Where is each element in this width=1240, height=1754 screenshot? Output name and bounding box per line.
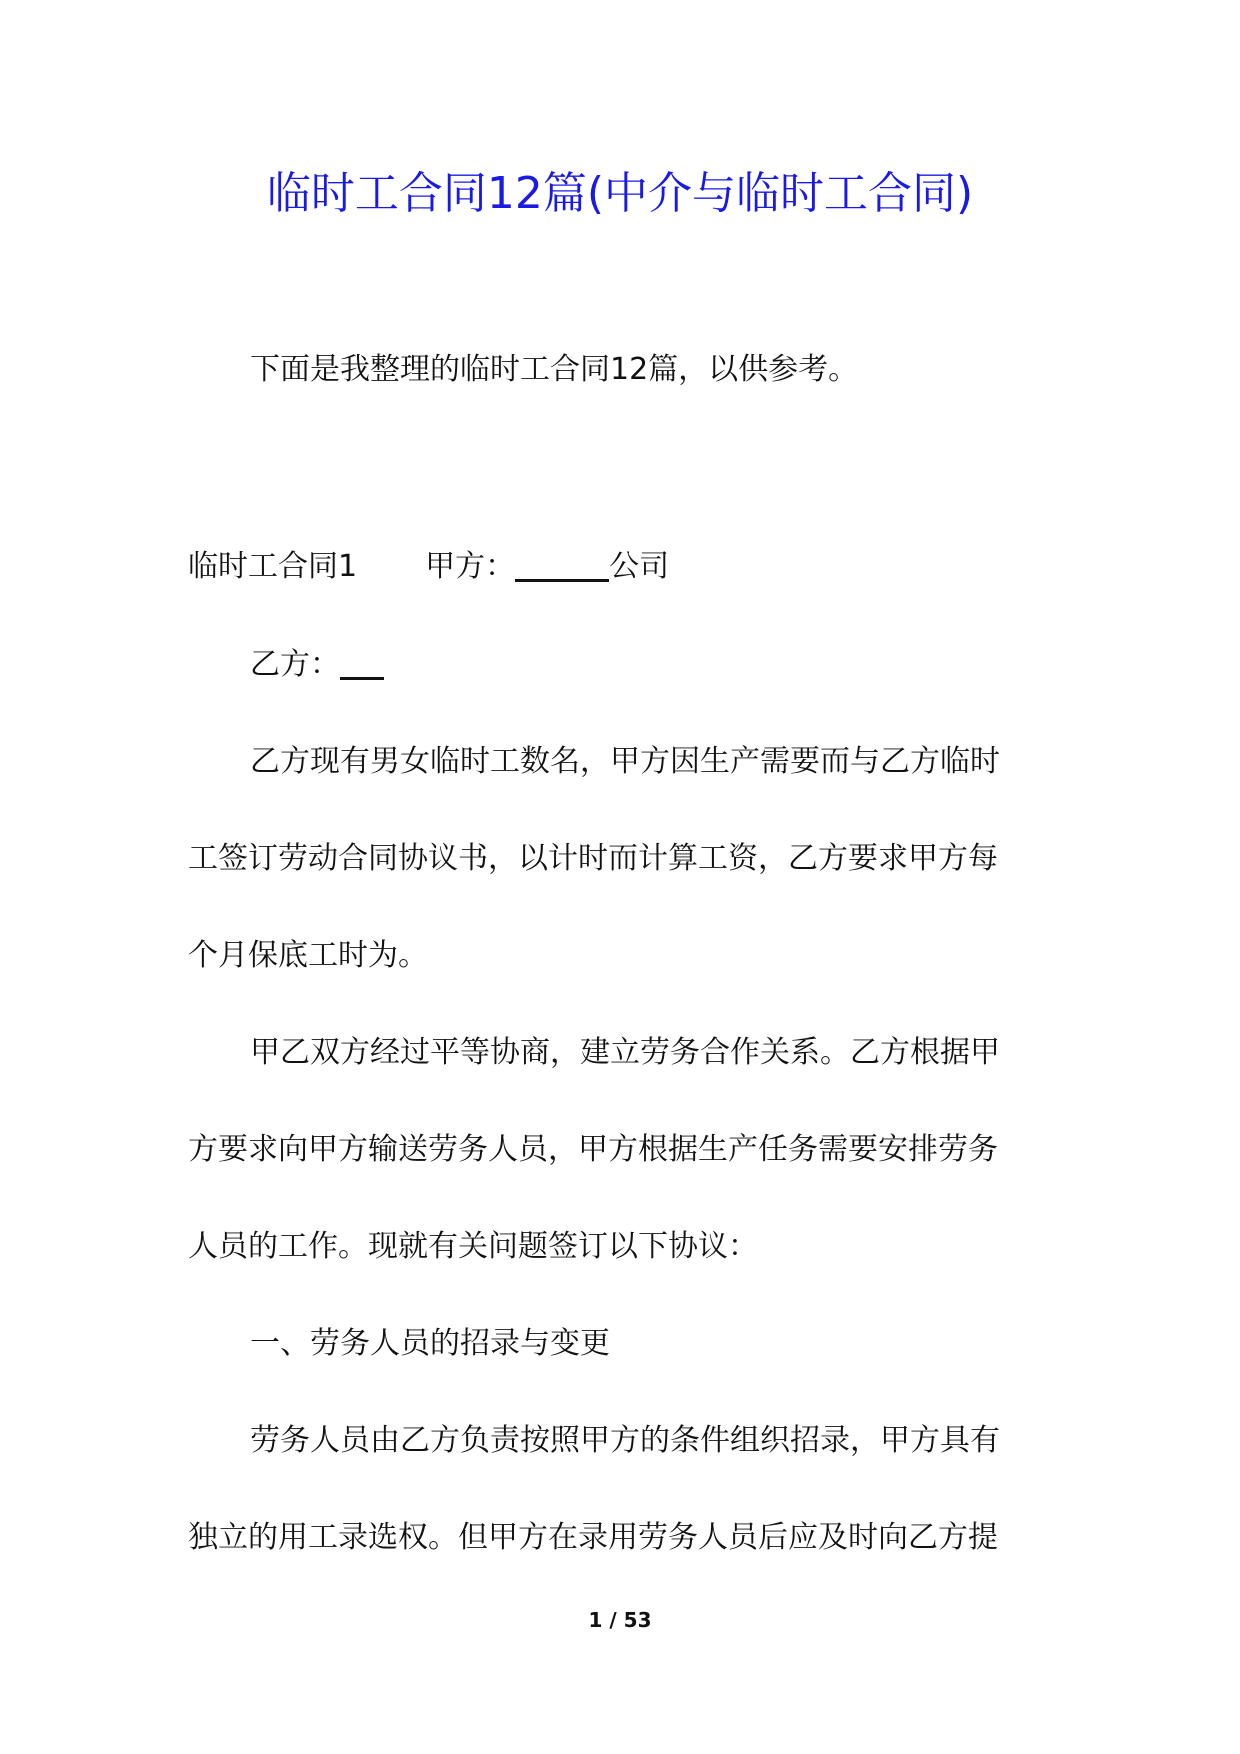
section-heading: 一、劳务人员的招录与变更 [250, 1326, 610, 1361]
contract-heading-row [188, 547, 669, 587]
paragraph-line: 甲乙双方经过平等协商，建立劳务合作关系。乙方根据甲 [250, 1035, 1000, 1070]
paragraph-line: 个月保底工时为。 [188, 938, 428, 973]
paragraph-line: 独立的用工录选权。但甲方在录用劳务人员后应及时向乙方提 [188, 1520, 998, 1555]
paragraph-line: 人员的工作。现就有关问题签订以下协议： [188, 1229, 758, 1264]
paragraph-line: 劳务人员由乙方负责按照甲方的条件组织招录，甲方具有 [250, 1423, 1000, 1458]
paragraph-line: 工签订劳动合同协议书，以计时而计算工资，乙方要求甲方每 [188, 841, 998, 876]
party-b-row [250, 645, 384, 685]
paragraph-line: 方要求向甲方输送劳务人员，甲方根据生产任务需要安排劳务 [188, 1132, 998, 1167]
party-a-suffix: 公司 [609, 549, 670, 584]
party-a-blank [515, 551, 609, 582]
contract-heading: 临时工合同1 [188, 549, 358, 584]
page-number: 1 / 53 [588, 1608, 652, 1632]
intro-paragraph: 下面是我整理的临时工合同12篇，以供参考。 [250, 352, 859, 387]
party-b-label: 乙方： [250, 647, 340, 682]
party-b-blank [340, 649, 384, 680]
paragraph-line: 乙方现有男女临时工数名，甲方因生产需要而与乙方临时 [250, 744, 1000, 779]
party-a-label: 甲方： [425, 549, 516, 584]
document-title: 临时工合同12篇(中介与临时工合同) [266, 168, 974, 219]
